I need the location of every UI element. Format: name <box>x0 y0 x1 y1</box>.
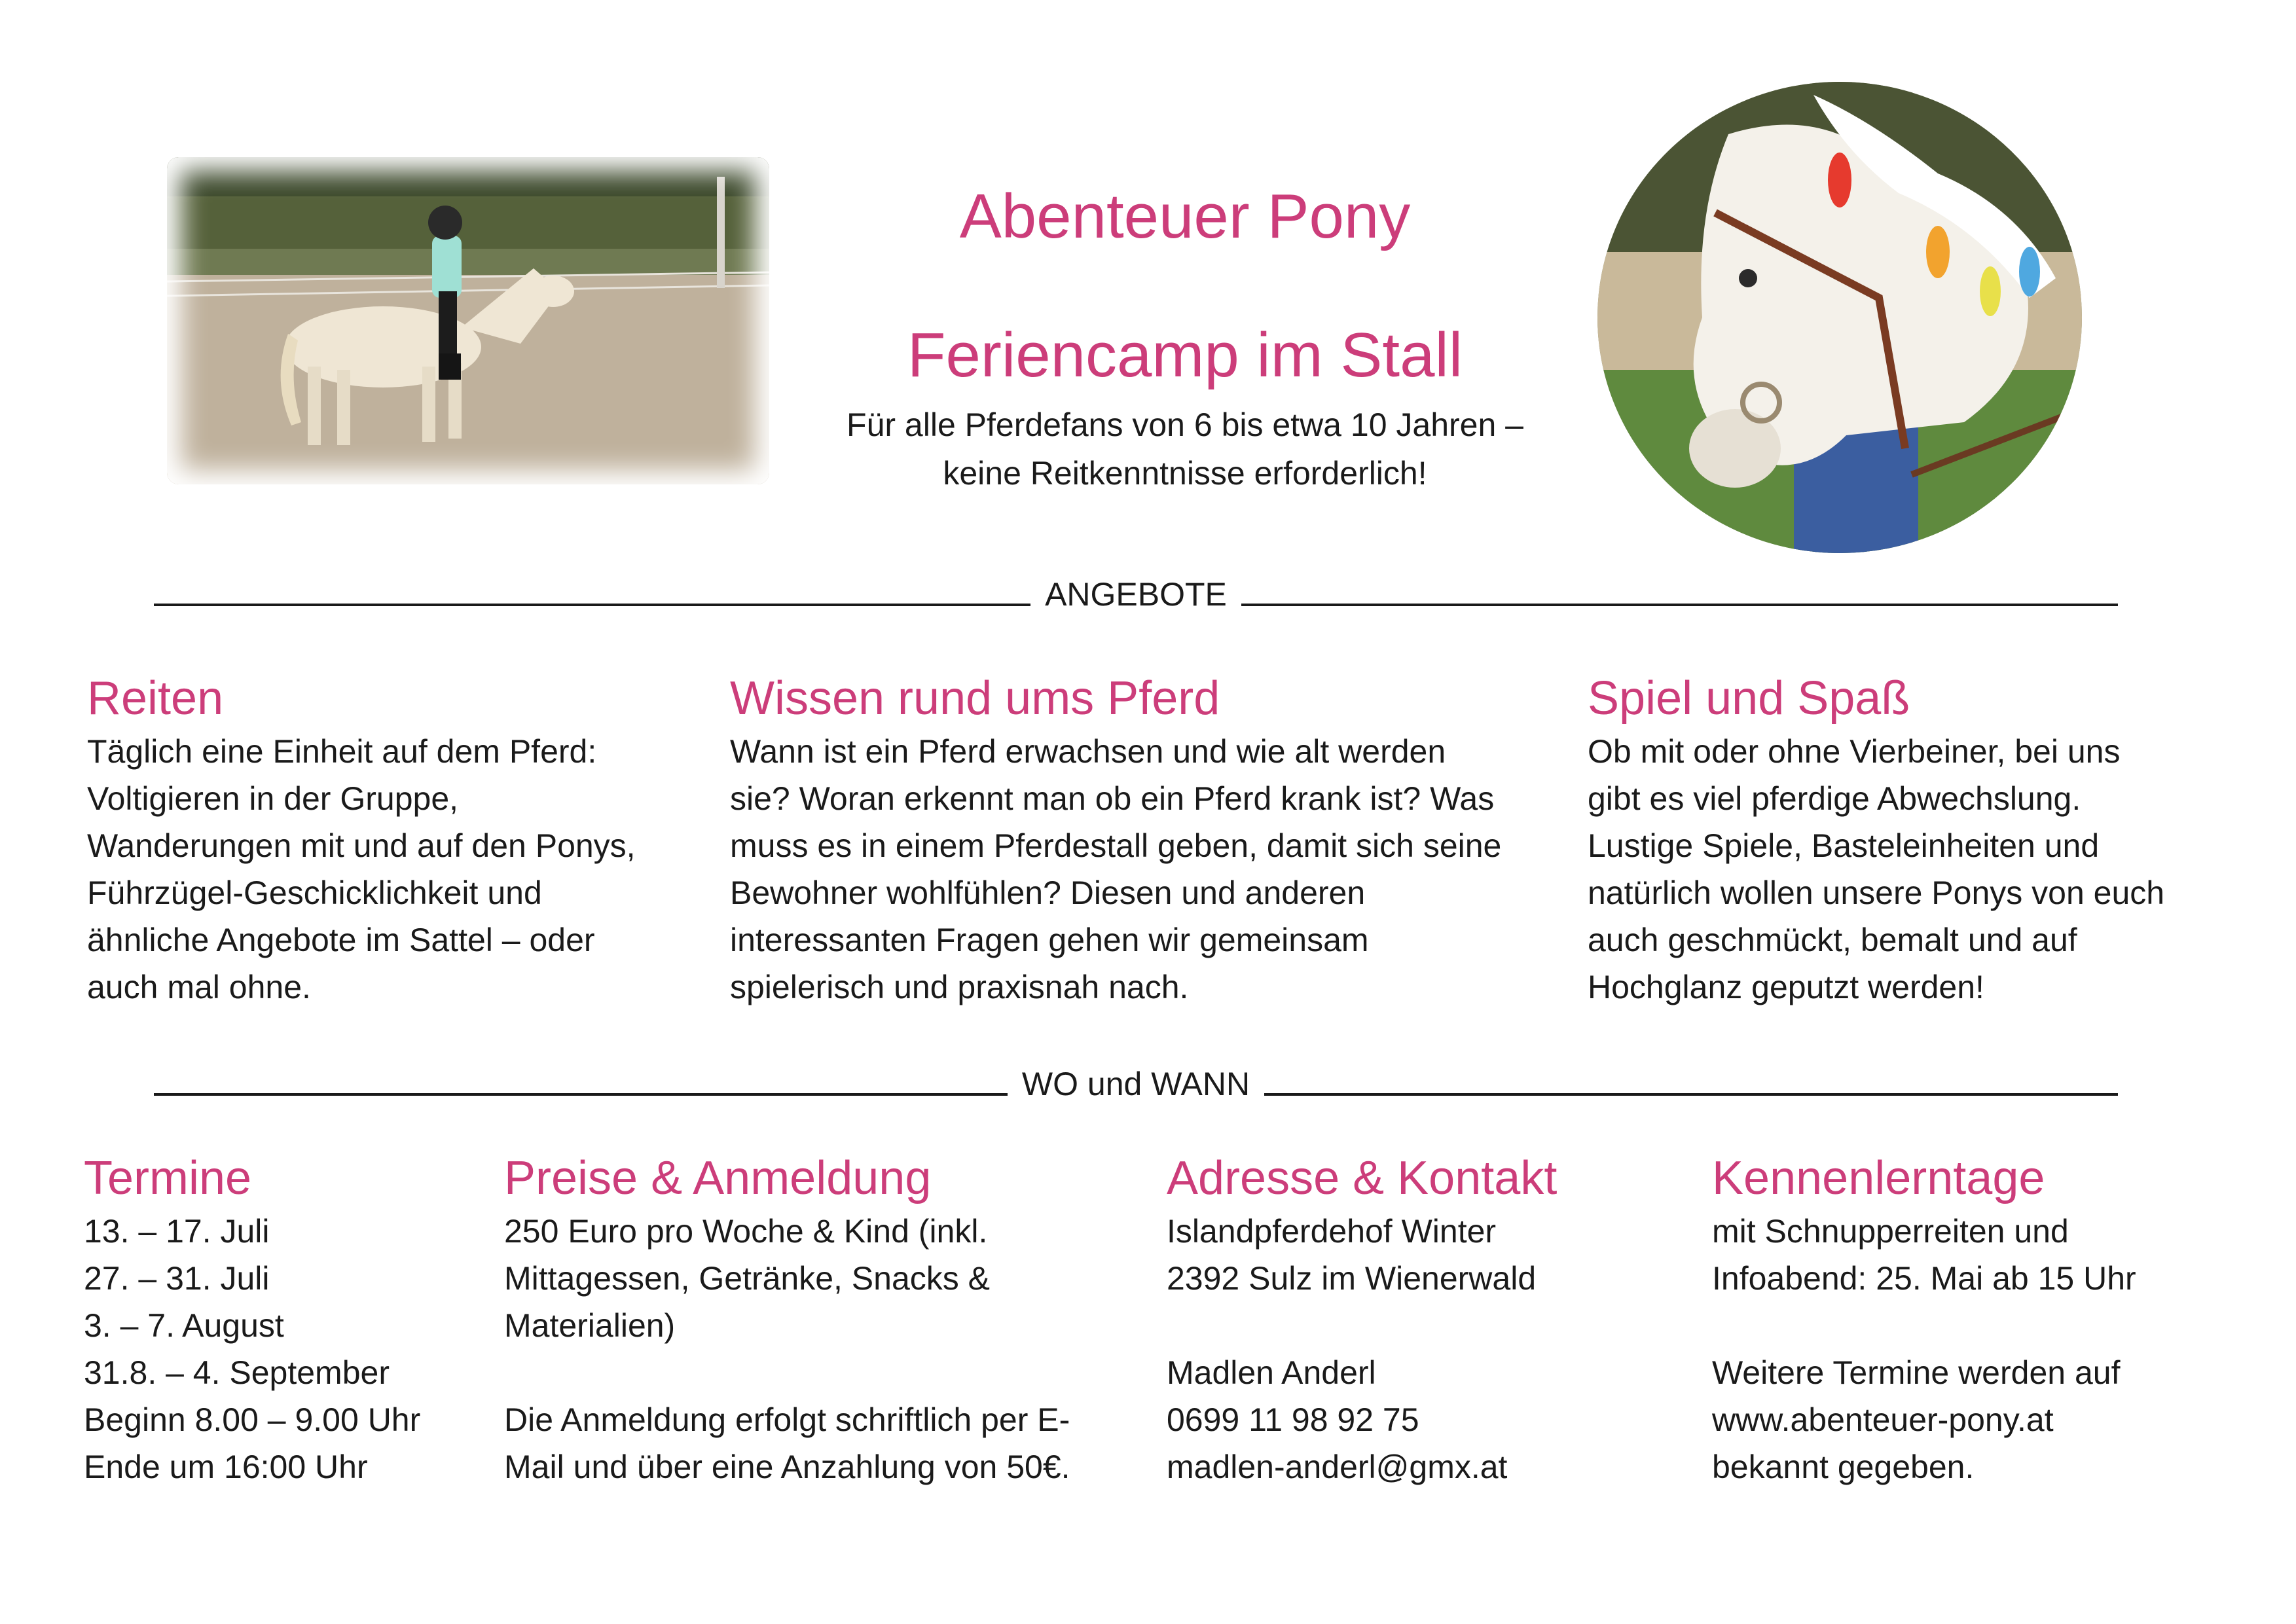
offer-riding <box>87 669 689 1011</box>
where-when-divider <box>154 1058 2118 1104</box>
pony-portrait-photo <box>1597 82 2082 553</box>
divider-rule-right <box>1264 1089 2118 1096</box>
info-heading: Kennenlerntage <box>1712 1152 2045 1204</box>
info-dates <box>84 1149 490 1490</box>
info-prices <box>504 1149 1146 1490</box>
info-text: 13. – 17. Juli 27. – 31. Juli 3. – 7. August 31.8. – 4. September Beginn 8.00 – 9.00 Uhr Ende um 16:00 Uhr <box>84 1213 421 1485</box>
offers-divider <box>154 568 2118 614</box>
info-heading: Preise & Anmeldung <box>504 1152 932 1204</box>
offers-divider-label: ANGEBOTE <box>1045 576 1227 613</box>
offer-knowledge <box>730 669 1575 1011</box>
tagline: Für alle Pferdefans von 6 bis etwa 10 Jahren – keine Reitkenntnisse erforderlich! <box>847 406 1523 492</box>
info-contact <box>1167 1149 1690 1490</box>
info-heading: Termine <box>84 1152 252 1204</box>
offer-text: Wann ist ein Pferd erwachsen und wie alt werden sie? Woran erkennt man ob ein Pferd krank ist? Was muss es in einem Pferdestall geben, damit sich seine Bewohner wohlfühlen? Diesen und anderen interessanten Fragen gehen wir gemeinsam spielerisch und praxisnah nach. <box>730 733 1502 1005</box>
offer-text: Ob mit oder ohne Vierbeiner, bei uns gibt es viel pferdige Abwechslung. Lustige Spiele, Basteleinheiten und natürlich wollen unsere Ponys von euch auch geschmückt, bemalt und auf Hochglanz geputzt werden! <box>1588 733 2165 1005</box>
offer-heading: Wissen rund ums Pferd <box>730 672 1220 725</box>
divider-rule-right <box>1241 600 2118 606</box>
pony-portrait-illustration <box>1597 82 2082 553</box>
where-when-divider-label: WO und WANN <box>1021 1066 1250 1102</box>
divider-rule-left <box>154 1089 1008 1096</box>
info-text: 250 Euro pro Woche & Kind (inkl. Mittagessen, Getränke, Snacks & Materialien) Die Anmeldung erfolgt schriftlich per E- Mail und über eine Anzahlung von 50€. <box>504 1213 1070 1485</box>
offer-text: Täglich eine Einheit auf dem Pferd: Voltigieren in der Gruppe, Wanderungen mit und auf den Ponys, Führzügel-Geschicklichkeit und ähnliche Angebote im Sattel – oder auch mal ohne. <box>87 733 636 1005</box>
offer-fun <box>1588 669 2269 1011</box>
riding-photo-illustration <box>167 157 769 484</box>
offer-heading: Spiel und Spaß <box>1588 672 1910 725</box>
info-heading: Adresse & Kontakt <box>1167 1152 1558 1204</box>
divider-rule-left <box>154 600 1030 606</box>
offer-heading: Reiten <box>87 672 224 725</box>
page-subtitle: Feriencamp im Stall <box>907 320 1463 390</box>
info-text: Islandpferdehof Winter 2392 Sulz im Wienerwald Madlen Anderl 0699 11 98 92 75 madlen-anderl@gmx.at <box>1167 1213 1537 1485</box>
riding-photo <box>167 157 769 484</box>
info-trial-days <box>1712 1149 2236 1490</box>
info-text: mit Schnupperreiten und Infoabend: 25. Mai ab 15 Uhr Weitere Termine werden auf www.abenteuer-pony.at bekannt gegeben. <box>1712 1213 2136 1485</box>
page-title: Abenteuer Pony <box>959 181 1411 251</box>
